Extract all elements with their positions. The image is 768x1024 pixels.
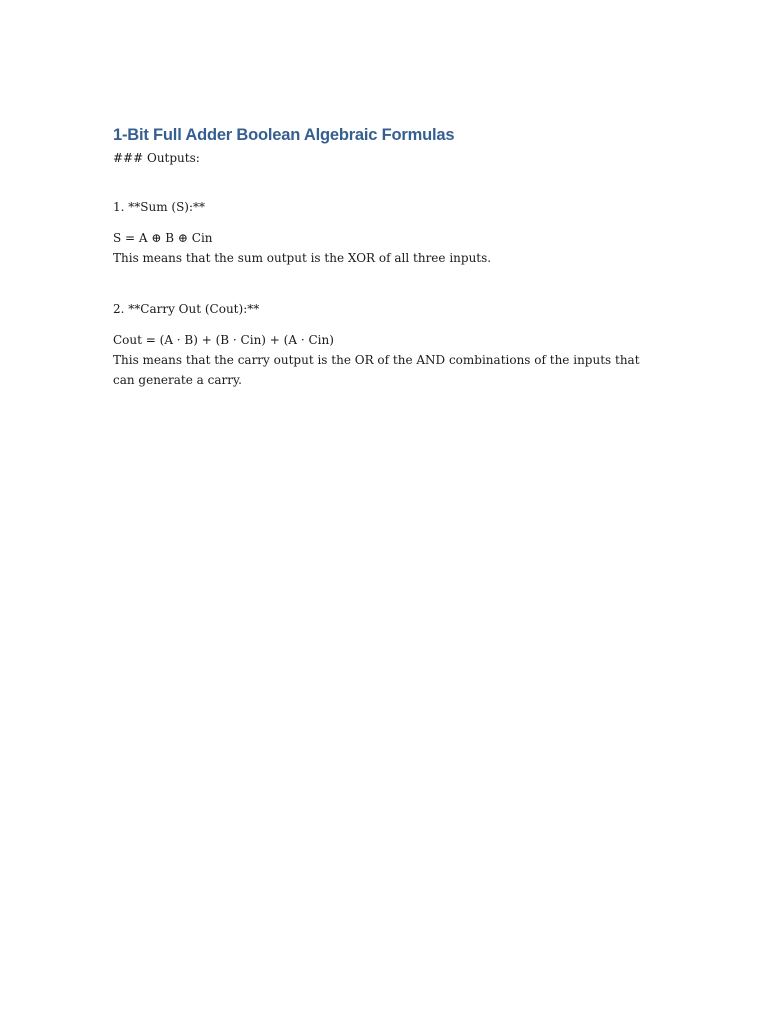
carry-formula: Cout = (A · B) + (B · Cin) + (A · Cin)	[113, 333, 334, 347]
sum-description: This means that the sum output is the XOR of all three inputs.	[113, 251, 492, 265]
carry-description: This means that the carry output is the OR of the AND combinations of the inputs that can generate a carry.	[113, 353, 640, 387]
sum-heading: 1. **Sum (S):**	[113, 200, 206, 214]
outputs-heading: ### Outputs:	[113, 151, 200, 165]
document-title: 1-Bit Full Adder Boolean Algebraic Formulas	[113, 126, 455, 144]
sum-formula: S = A ⊕ B ⊕ Cin	[113, 231, 213, 245]
document-body	[113, 124, 653, 390]
carry-heading: 2. **Carry Out (Cout):**	[113, 302, 260, 316]
